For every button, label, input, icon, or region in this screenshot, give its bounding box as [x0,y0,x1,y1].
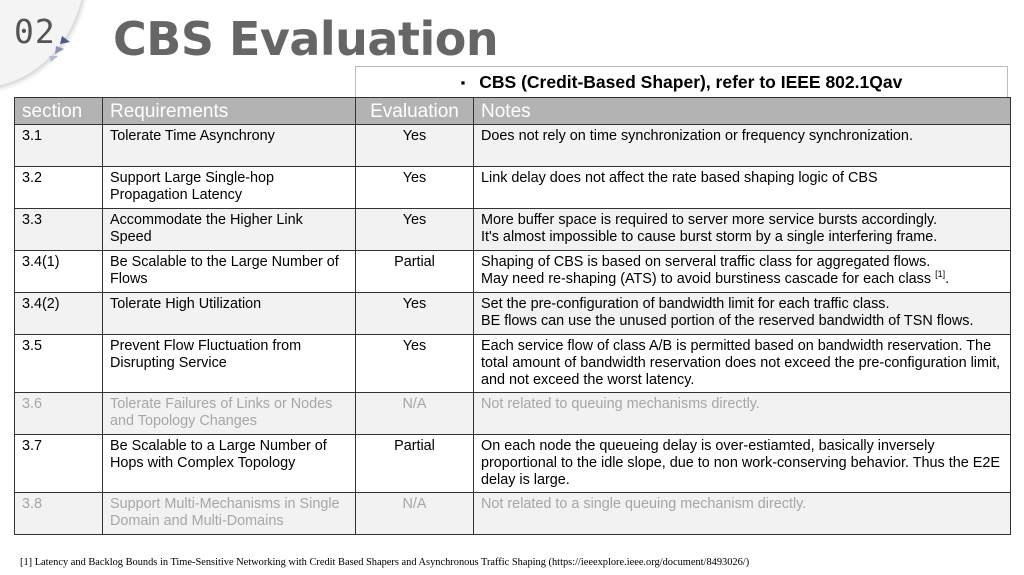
section-cell: 3.2 [15,167,103,209]
notes-cell [474,167,1011,209]
evaluation-cell: Yes [356,209,474,251]
notes-cell [474,335,1011,393]
table-row [15,209,1011,251]
evaluation-cell: Yes [356,293,474,335]
note-line: More buffer space is required to server more service bursts accordingly. [481,212,938,228]
requirement-cell: Tolerate Time Asynchrony [103,125,356,167]
subtitle-banner [355,66,1008,97]
table-row [15,393,1011,435]
note-line: Shaping of CBS is based on serveral traffic class for aggregated flows. [481,254,931,270]
arrow-shape [55,46,64,54]
note-line: It's almost impossible to cause burst storm by a single interfering frame. [481,229,938,245]
note-tail: . [945,271,950,287]
column-header-evaluation: Evaluation [356,98,474,125]
evaluation-cell: N/A [356,393,474,435]
section-cell: 3.8 [15,493,103,535]
table-row [15,335,1011,393]
requirement-cell: Tolerate Failures of Links or Nodes and Topology Changes [103,393,356,435]
column-header-requirements: Requirements [103,98,356,125]
note-line: Each service flow of class A/B is permitted based on bandwidth reservation. The total amount of bandwidth reservation does not exceed the pre-configuration limit, and not exceed the worst latency. [481,338,1001,388]
notes-cell [474,293,1011,335]
notes-cell [474,251,1011,293]
evaluation-table [14,97,1011,535]
page-title: CBS Evaluation [113,12,499,66]
banner-text: CBS (Credit-Based Shaper), refer to IEEE 802.1Qav [479,71,903,92]
requirement-cell: Be Scalable to the Large Number of Flows [103,251,356,293]
evaluation-cell: Yes [356,125,474,167]
note-line: Link delay does not affect the rate based shaping logic of CBS [481,170,878,186]
footnote: [1] Latency and Backlog Bounds in Time-Sensitive Networking with Credit Based Shapers and Asynchronous Traffic Shaping (https://ieeexplore.ieee.org/document/8493026/) [20,557,750,568]
notes-cell [474,209,1011,251]
requirement-cell: Support Multi-Mechanisms in Single Domain and Multi-Domains [103,493,356,535]
note-line: Not related to queuing mechanisms directly. [481,396,760,412]
evaluation-cell: Partial [356,435,474,493]
section-cell: 3.5 [15,335,103,393]
column-header-notes: Notes [474,98,1011,125]
requirement-cell: Prevent Flow Fluctuation from Disrupting Service [103,335,356,393]
note-line: Does not rely on time synchronization or frequency synchronization. [481,128,913,144]
requirement-cell: Tolerate High Utilization [103,293,356,335]
table-row [15,167,1011,209]
requirement-cell: Support Large Single-hop Propagation Latency [103,167,356,209]
table-row [15,293,1011,335]
footnote-reference[interactable]: [1] [935,269,946,280]
notes-cell [474,435,1011,493]
note-line [481,271,1003,288]
note-text: May need re-shaping (ATS) to avoid burstiness cascade for each class [481,271,932,287]
section-cell: 3.3 [15,209,103,251]
table-row [15,435,1011,493]
requirement-cell: Be Scalable to a Large Number of Hops with Complex Topology [103,435,356,493]
chevron-arrows-icon [46,34,76,64]
section-cell: 3.4(1) [15,251,103,293]
evaluation-cell: Partial [356,251,474,293]
notes-cell [474,125,1011,167]
slide-number: 02 [14,12,56,51]
arrow-shape [49,56,58,62]
notes-cell [474,493,1011,535]
bullet-icon: ▪ [460,74,466,90]
section-cell: 3.4(2) [15,293,103,335]
notes-cell [474,393,1011,435]
note-line: On each node the queueing delay is over-estiamted, basically inversely proportional to the idle slope, due to non work-conserving behavior. Thus the E2E delay is large. [481,438,1000,488]
table-header-row [15,98,1011,125]
arrow-shape [60,36,70,44]
note-line: Set the pre-configuration of bandwidth limit for each traffic class. [481,296,890,312]
evaluation-cell: N/A [356,493,474,535]
evaluation-cell: Yes [356,167,474,209]
table-row [15,125,1011,167]
section-cell: 3.1 [15,125,103,167]
section-cell: 3.7 [15,435,103,493]
evaluation-cell: Yes [356,335,474,393]
requirement-cell: Accommodate the Higher Link Speed [103,209,356,251]
table-row [15,251,1011,293]
note-line: Not related to a single queuing mechanism directly. [481,496,807,512]
table-row [15,493,1011,535]
note-line: BE flows can use the unused portion of the reserved bandwidth of TSN flows. [481,313,974,329]
column-header-section: section [15,98,103,125]
section-cell: 3.6 [15,393,103,435]
